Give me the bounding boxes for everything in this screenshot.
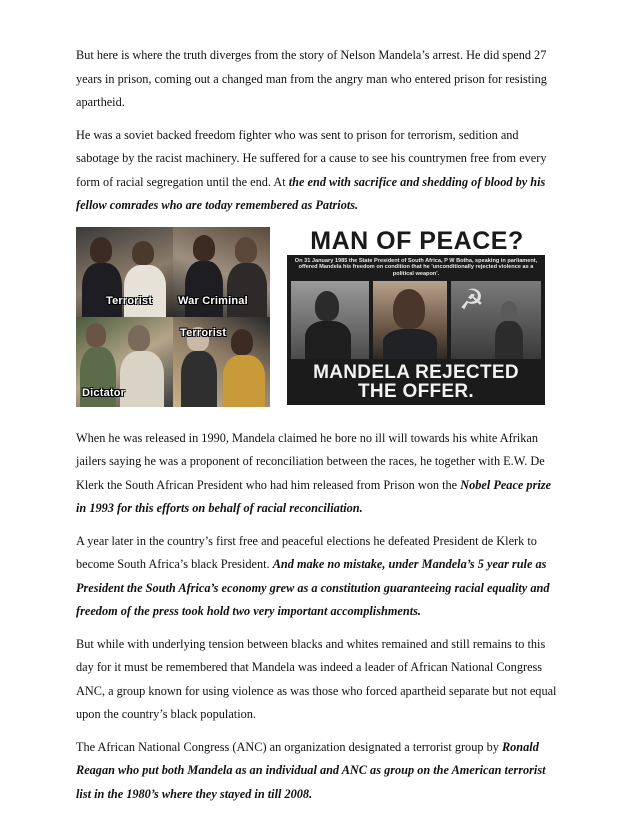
photo-collage — [76, 227, 270, 407]
collage-label-war-criminal: War Criminal — [178, 294, 248, 307]
paragraph-2-text: He was a soviet backed freedom fighter who was sent to prison for terrorism, sedition and sabotage by the racist machinery. He suffered for a cause to see his countrymen free from every form of racial segregation until the end. At — [76, 127, 547, 189]
paragraph-6-text: The African National Congress (ANC) an organization designated a terrorist group by — [76, 739, 502, 754]
poster-photo-left — [291, 281, 369, 359]
poster-bottom-text — [287, 363, 545, 401]
poster-title: MAN OF PEACE? — [310, 226, 524, 255]
paragraph-5: But while with underlying tension between blacks and whites remained and still remains to this day for it must be remembered that Mandela was indeed a leader of African National Congress ANC, a group known for using violence as was those who forced apartheid separate but not equal upon the country’s black population. — [76, 636, 557, 721]
document-page — [76, 44, 562, 815]
poster-photo-center — [373, 281, 447, 359]
poster-bottom-line-2: THE OFFER. — [358, 380, 474, 402]
man-of-peace-poster — [284, 227, 548, 409]
paragraph-3-emphasis: Nobel Peace prize in 1993 for this efforts on behalf of racial reconciliation. — [76, 477, 552, 515]
paragraph-6 — [76, 736, 562, 807]
collage-label-dictator: Dictator — [82, 386, 126, 399]
paragraph-2-emphasis: the end with sacrifice and shedding of blood by his fellow comrades who are today remembered as Patriots. — [76, 174, 546, 212]
poster-caption: On 31 January 1985 the State President of South Africa, P W Botha, speaking in parliament, offered Mandela his freedom on condition that he 'unconditionally rejected violence as a political weapon'. — [294, 257, 538, 277]
paragraph-3 — [76, 427, 562, 521]
hammer-sickle-icon: ☭ — [459, 282, 485, 316]
paragraph-2 — [76, 124, 562, 218]
paragraph-4-text: A year later in the country’s first free and peaceful elections he defeated President de Klerk to become South Africa’s black President. — [76, 533, 537, 571]
poster-panel — [287, 255, 545, 405]
paragraph-6-emphasis: Ronald Reagan who put both Mandela as an individual and ANC as group on the American terrorist list in the 1980’s where they stayed in till 2008. — [76, 739, 546, 801]
paragraph-4-emphasis: And make no mistake, under Mandela’s 5 year rule as President the South Africa’s economy grew as a constitution guaranteeing racial equality and freedom of the press took hold two very important accomplishments. — [76, 557, 550, 618]
figure-row — [76, 227, 562, 417]
collage-label-terrorist-2: Terrorist — [180, 326, 227, 339]
paragraph-4 — [76, 530, 562, 624]
poster-photo-right — [451, 281, 541, 359]
collage-label-terrorist-1: Terrorist — [106, 294, 153, 307]
poster-bottom-line-1: MANDELA REJECTED — [313, 361, 519, 383]
paragraph-3-text: When he was released in 1990, Mandela claimed he bore no ill will towards his white Afrikan jailers saying he was a proponent of reconciliation between the races, he together with E.W. De Klerk the South African President who had him released from Prison won the — [76, 430, 545, 492]
paragraph-1: But here is where the truth diverges from the story of Nelson Mandela’s arrest. He did spend 27 years in prison, coming out a changed man from the angry man who entered prison for resisting apartheid. — [76, 48, 547, 109]
